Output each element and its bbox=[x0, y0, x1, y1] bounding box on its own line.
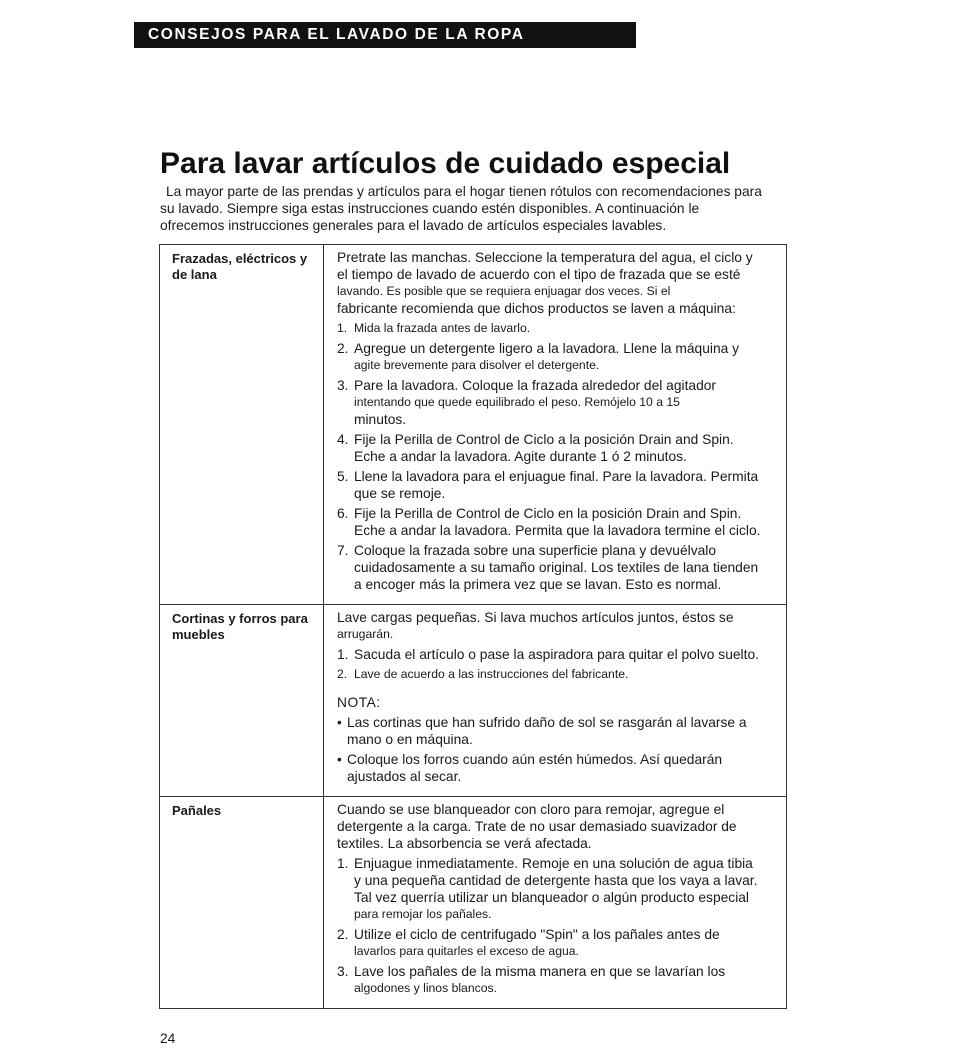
table-row bbox=[160, 605, 787, 797]
step-text: Agregue un detergente ligero a la lavadora. Llene la máquina y bbox=[354, 341, 740, 356]
text-line: el tiempo de lavado de acuerdo con el tipo de frazada que se esté bbox=[337, 267, 741, 282]
bullet-icon: • bbox=[337, 752, 342, 767]
list-item bbox=[337, 320, 782, 337]
text-line: Lave cargas pequeñas. Si lava muchos artículos juntos, éstos se bbox=[337, 610, 734, 625]
step-number: 4. bbox=[337, 432, 349, 447]
step-number: 3. bbox=[337, 378, 349, 393]
step-number: 3. bbox=[337, 964, 349, 979]
step-number: 2. bbox=[337, 927, 349, 942]
list-item bbox=[337, 505, 782, 539]
row-content-panales bbox=[324, 797, 787, 1009]
notes-list bbox=[337, 714, 782, 785]
list-item bbox=[337, 377, 782, 428]
text-line: lavando. Es posible que se requiera enjuagar dos veces. Si el bbox=[337, 284, 671, 298]
intro-paragraph bbox=[160, 183, 800, 234]
steps-list bbox=[337, 320, 782, 593]
list-item bbox=[337, 340, 782, 374]
list-item bbox=[337, 666, 782, 683]
table-row bbox=[160, 245, 787, 605]
step-text: Eche a andar la lavadora. Permita que la lavadora termine el ciclo. bbox=[354, 523, 761, 538]
step-text: Sacuda el artículo o pase la aspiradora para quitar el polvo suelto. bbox=[354, 647, 759, 662]
step-text: y una pequeña cantidad de detergente hasta que los vaya a lavar. bbox=[354, 873, 758, 888]
steps-list bbox=[337, 855, 782, 997]
step-number: 7. bbox=[337, 543, 349, 558]
text-line: arrugarán. bbox=[337, 627, 394, 641]
list-item bbox=[337, 926, 782, 960]
text-line: Pretrate las manchas. Seleccione la temperatura del agua, el ciclo y bbox=[337, 250, 753, 265]
page-title: Para lavar artículos de cuidado especial bbox=[160, 147, 731, 180]
step-number: 6. bbox=[337, 506, 349, 521]
list-item bbox=[337, 963, 782, 997]
step-text: a encoger más la primera vez que se lavan. Esto es normal. bbox=[354, 577, 722, 592]
note-text: mano o en máquina. bbox=[347, 732, 473, 747]
step-number: 1. bbox=[337, 647, 349, 662]
row-content-frazadas bbox=[324, 245, 787, 605]
bullet-icon: • bbox=[337, 715, 342, 730]
list-item bbox=[337, 714, 782, 748]
list-item bbox=[337, 646, 782, 663]
step-text: Mida la frazada antes de lavarlo. bbox=[354, 321, 531, 335]
row-content-cortinas bbox=[324, 605, 787, 797]
step-text: para remojar los pañales. bbox=[354, 907, 492, 921]
list-item bbox=[337, 855, 782, 923]
step-text: Llene la lavadora para el enjuague final. Pare la lavadora. Permita bbox=[354, 469, 759, 484]
text-line: textiles. La absorbencia se verá afectada. bbox=[337, 836, 592, 851]
row-label-panales: Pañales bbox=[160, 797, 324, 1009]
intro-line: su lavado. Siempre siga estas instrucciones cuando estén disponibles. A continuación le bbox=[160, 201, 700, 216]
row-label-cortinas: Cortinas y forros para muebles bbox=[160, 605, 324, 797]
note-text: Coloque los forros cuando aún estén húmedos. Así quedarán bbox=[347, 752, 723, 767]
steps-list bbox=[337, 646, 782, 683]
step-text: Eche a andar la lavadora. Agite durante 1 ó 2 minutos. bbox=[354, 449, 687, 464]
step-text: Tal vez querría utilizar un blanqueador o algún producto especial bbox=[354, 890, 749, 905]
note-text: ajustados al secar. bbox=[347, 769, 462, 784]
step-number: 2. bbox=[337, 341, 349, 356]
page-number: 24 bbox=[160, 1031, 176, 1046]
step-text: Lave de acuerdo a las instrucciones del fabricante. bbox=[354, 667, 629, 681]
step-text: minutos. bbox=[354, 412, 407, 427]
note-text: Las cortinas que han sufrido daño de sol se rasgarán al lavarse a bbox=[347, 715, 747, 730]
step-number: 2. bbox=[337, 667, 348, 681]
step-number: 5. bbox=[337, 469, 349, 484]
step-text: cuidadosamente a su tamaño original. Los textiles de lana tienden bbox=[354, 560, 759, 575]
step-text: Pare la lavadora. Coloque la frazada alrededor del agitador bbox=[354, 378, 717, 393]
text-line: detergente a la carga. Trate de no usar demasiado suavizador de bbox=[337, 819, 737, 834]
section-banner: CONSEJOS PARA EL LAVADO DE LA ROPA bbox=[134, 22, 636, 48]
step-text: intentando que quede equilibrado el peso. Remójelo 10 a 15 bbox=[354, 395, 680, 409]
text-line: Cuando se use blanqueador con cloro para remojar, agregue el bbox=[337, 802, 725, 817]
care-table bbox=[159, 244, 787, 1009]
intro-line: ofrecemos instrucciones generales para el lavado de artículos especiales lavables. bbox=[160, 218, 667, 233]
step-text: Enjuague inmediatamente. Remoje en una solución de agua tibia bbox=[354, 856, 753, 871]
note-heading: NOTA: bbox=[337, 695, 381, 710]
step-text: Lave los pañales de la misma manera en que se lavarían los bbox=[354, 964, 726, 979]
intro-line: La mayor parte de las prendas y artículos para el hogar tienen rótulos con recomendaciones para bbox=[166, 184, 762, 199]
step-text: lavarlos para quitarles el exceso de agua. bbox=[354, 944, 579, 958]
step-text: algodones y linos blancos. bbox=[354, 981, 497, 995]
list-item bbox=[337, 542, 782, 593]
step-number: 1. bbox=[337, 321, 348, 335]
step-text: Utilize el ciclo de centrifugado "Spin" a los pañales antes de bbox=[354, 927, 720, 942]
step-text: que se remoje. bbox=[354, 486, 446, 501]
text-line: fabricante recomienda que dichos productos se laven a máquina: bbox=[337, 301, 736, 316]
list-item bbox=[337, 468, 782, 502]
list-item bbox=[337, 431, 782, 465]
row-label-frazadas: Frazadas, eléctricos y de lana bbox=[160, 245, 324, 605]
list-item bbox=[337, 751, 782, 785]
step-text: Fije la Perilla de Control de Ciclo en la posición Drain and Spin. bbox=[354, 506, 742, 521]
step-text: agite brevemente para disolver el detergente. bbox=[354, 358, 600, 372]
step-number: 1. bbox=[337, 856, 349, 871]
step-text: Fije la Perilla de Control de Ciclo a la posición Drain and Spin. bbox=[354, 432, 734, 447]
table-row bbox=[160, 797, 787, 1009]
step-text: Coloque la frazada sobre una superficie plana y devuélvalo bbox=[354, 543, 717, 558]
